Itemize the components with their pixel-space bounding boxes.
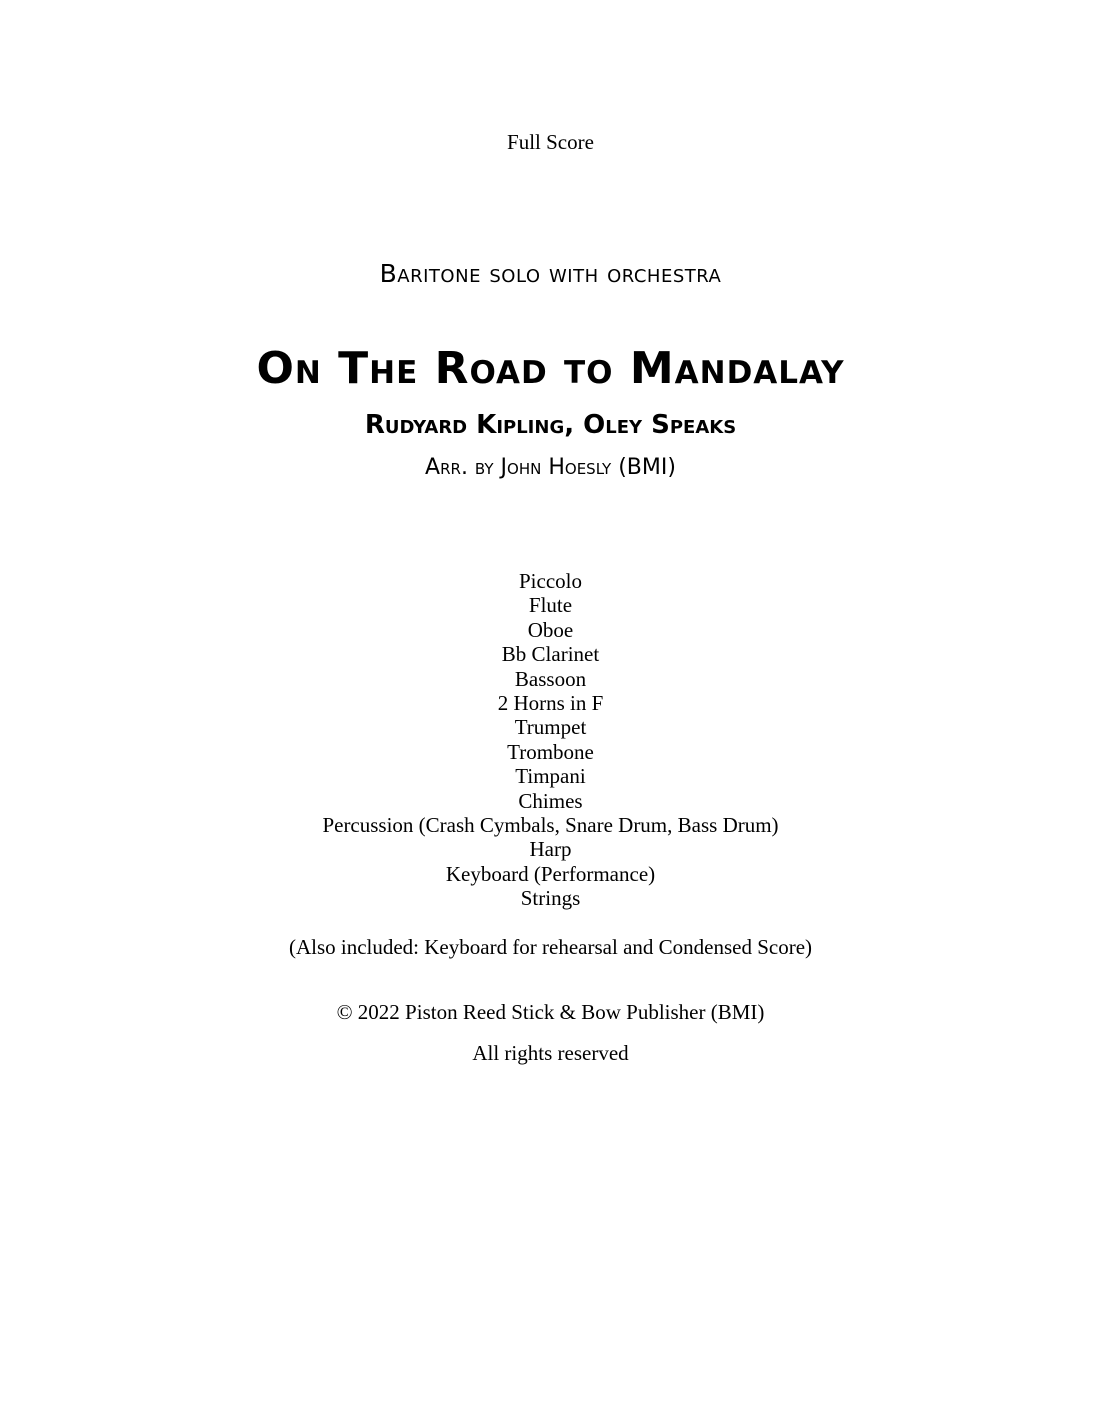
arranger: Arr. by John Hoesly (BMI) [425,455,676,480]
copyright-notice: © 2022 Piston Reed Stick & Bow Publisher (BMI) [336,1000,765,1024]
instrument-item: Strings [520,886,581,911]
instrument-item: Oboe [527,617,574,642]
instrument-item: Percussion (Crash Cymbals, Snare Drum, Bass Drum) [322,812,779,837]
instrument-item: Timpani [515,764,586,789]
instrument-item: Harp [529,837,572,862]
instrument-item: Bassoon [514,666,587,691]
instrument-item: 2 Horns in F [497,690,604,715]
instrument-item: Keyboard (Performance) [445,861,656,886]
also-included-note: (Also included: Keyboard for rehearsal and Condensed Score) [288,935,813,959]
full-score-label: Full Score [507,130,594,154]
instrument-item: Piccolo [519,569,582,593]
instrument-item: Flute [528,593,573,618]
page-title: On The Road to Mandalay [256,343,845,394]
instrument-item: Chimes [518,788,583,813]
instrument-item: Bb Clarinet [501,642,600,667]
subtitle: Baritone solo with orchestra [379,259,722,288]
instrument-item: Trombone [507,739,594,764]
rights-notice: All rights reserved [472,1041,629,1065]
instrument-list [0,569,1101,910]
instrument-item: Trumpet [514,715,587,740]
composers: Rudyard Kipling, Oley Speaks [364,410,737,440]
